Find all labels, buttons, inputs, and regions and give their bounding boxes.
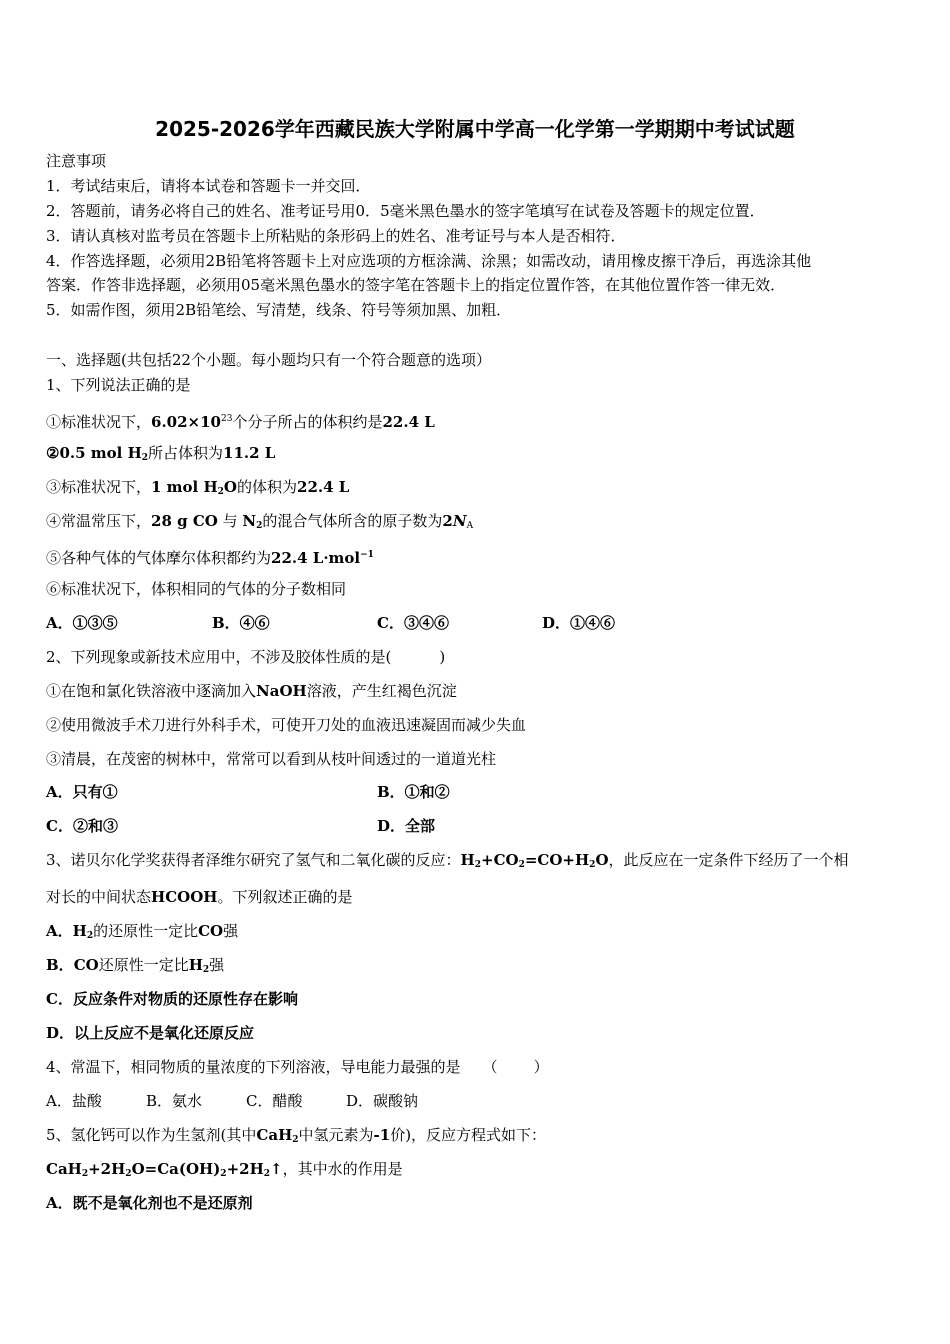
q2-option-b: B．①和② [377,783,450,801]
q4-option-b: B．氨水 [146,1092,203,1110]
q2-stem: 2、下列现象或新技术应用中，不涉及胶体性质的是( ) [46,648,446,666]
page-title: 2025-2026学年西藏民族大学附属中学高一化学第一学期期中考试试题 [155,117,795,141]
notice-item-1: 1．考试结束后，请将本试卷和答题卡一并交回． [46,177,371,195]
q4-option-c: C．醋酸 [246,1092,303,1110]
q1-option-c: C．③④⑥ [377,614,449,632]
q1-statement-1: ①标准状况下，$6.02\times 10^{23}$个分子所占的体积约是22.4 L [46,413,435,431]
notice-item-3: 3．请认真核对监考员在答题卡上所粘贴的条形码上的姓名、准考证号与本人是否相符． [46,227,626,245]
q1-statement-6: ⑥标准状况下，体积相同的气体的分子数相同 [46,580,347,598]
notice-item-2: 2．答题前，请务必将自己的姓名、准考证号用0．5毫米黑色墨水的签字笔填写在试卷及答题卡的规定位置． [46,202,765,220]
q2-statement-2: ②使用微波手术刀进行外科手术，可使开刀处的血液迅速凝固而减少失血 [46,716,527,734]
q2-option-c: C．②和③ [46,817,118,835]
q1-statement-4: ④常温常压下，28 g CO 与 $N_2$的混合气体所含的原子数为$2N_A$ [46,512,474,531]
q1-statement-2: ②0.5 mol $H_2$所占体积为11.2 L [46,444,276,463]
q3-stem-line-2: 对长的中间状态HCOOH。下列叙述正确的是 [46,888,353,906]
q1-option-d: D．①④⑥ [542,614,616,632]
notice-item-4: 4．作答选择题，必须用2B铅笔将答题卡上对应选项的方框涂满、涂黑；如需改动，请用橡皮擦干净后，再选涂其他 [46,252,812,270]
notice-heading: 注意事项 [46,152,107,170]
q5-stem-line-1: 5、氢化钙可以作为生氢剂(其中CaH$_2$中氢元素为-1价)，反应方程式如下： [46,1126,547,1145]
q1-option-b: B．④⑥ [212,614,270,632]
q4-stem: 4、常温下，相同物质的量浓度的下列溶液，导电能力最强的是 （ ） [46,1058,549,1076]
q3-stem-line-1: 3、诺贝尔化学奖获得者泽维尔研究了氢气和二氧化碳的反应：$H_2+CO_2=CO+H_2O$，此反应在一定条件下经历了一个相 [46,851,849,870]
notice-item-5: 5．如需作图，须用2B铅笔绘、写清楚，线条、符号等须加黑、加粗． [46,301,512,319]
q1-statement-5: ⑤各种气体的气体摩尔体积都约为22.4 L·mol$^{-1}$ [46,549,374,567]
q2-option-a: A．只有① [46,783,118,801]
q3-option-b: B．CO还原性一定比$H_2$强 [46,956,225,975]
q5-equation: $CaH_2+2H_2O=Ca(OH)_2+2H_2↑$，其中水的作用是 [46,1160,403,1179]
q3-option-d: D．以上反应不是氧化还原反应 [46,1024,255,1042]
q5-option-a: A．既不是氧化剂也不是还原剂 [46,1194,253,1212]
q1-option-a: A．①③⑤ [46,614,118,632]
section-heading: 一、选择题(共包括22个小题。每小题均只有一个符合题意的选项） [46,351,491,369]
q4-option-d: D．碳酸钠 [346,1092,419,1110]
q1-statement-3: ③标准状况下，1 mol $H_2O$的体积为22.4 L [46,478,350,497]
notice-item-4-cont: 答案．作答非选择题，必须用05毫米黑色墨水的签字笔在答题卡上的指定位置作答，在其他位置作答一律无效． [46,276,786,294]
q4-option-a: A．盐酸 [46,1092,102,1110]
q2-statement-1: ①在饱和氯化铁溶液中逐滴加入NaOH溶液，产生红褐色沉淀 [46,682,457,700]
q2-statement-3: ③清晨，在茂密的树林中，常常可以看到从枝叶间透过的一道道光柱 [46,750,497,768]
q3-option-a: A．$H_2$的还原性一定比CO强 [46,922,239,941]
q2-option-d: D．全部 [377,817,436,835]
q1-stem: 1、下列说法正确的是 [46,376,191,394]
q3-option-c: C．反应条件对物质的还原性存在影响 [46,990,298,1008]
